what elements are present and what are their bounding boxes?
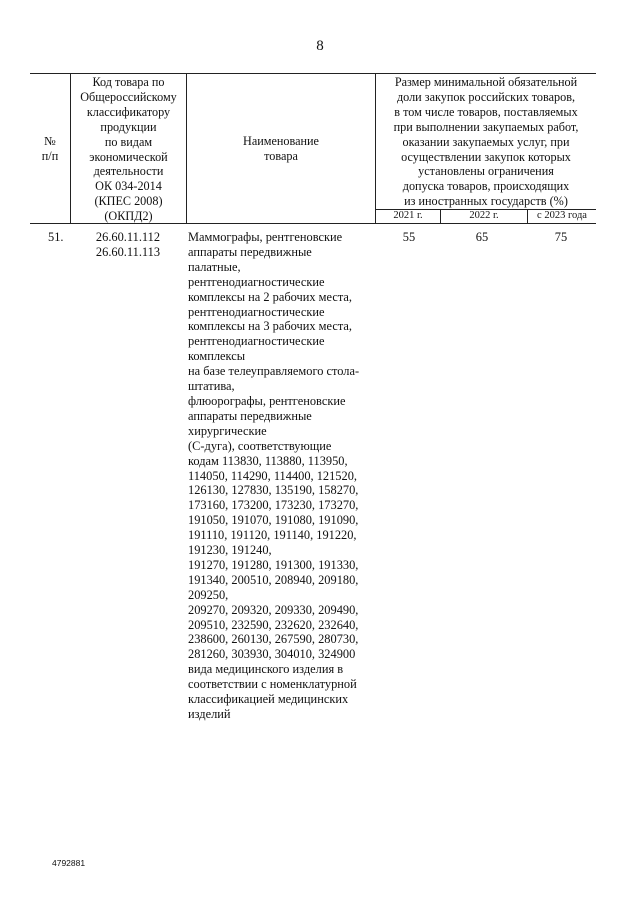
header-share-line: при выполнении закупаемых работ, [393, 119, 579, 134]
header-year-2021: 2021 г. [393, 210, 423, 221]
header-num-line: № [44, 134, 56, 148]
header-code-line: (КПЕС 2008) [94, 194, 163, 209]
row-name-line: 114050, 114290, 114400, 121520, [188, 468, 357, 483]
header-share-line: оказании закупаемых услуг, при [402, 134, 570, 149]
row-name-line: комплексы на 3 рабочих места, [188, 319, 352, 334]
header-name [187, 134, 375, 164]
row-name-line: 191340, 200510, 208940, 209180, [188, 572, 359, 587]
row-name-line: (С-дуга), соответствующие [188, 438, 332, 453]
row-name-line: аппараты передвижные [188, 408, 312, 423]
row-name-line: 209250, [188, 587, 229, 602]
header-share-line: установлены ограничения [418, 164, 554, 179]
header-share [376, 75, 596, 209]
header-code-line: ОК 034-2014 [95, 179, 162, 194]
header-code-line: Код товара по [92, 75, 165, 89]
header-num [30, 134, 70, 164]
row-value-2021: 55 [402, 230, 416, 244]
row-name-line: на базе телеуправляемого стола- [188, 364, 360, 379]
row-name-line: кодам 113830, 113880, 113950, [188, 453, 348, 468]
row-name-line: штатива, [188, 379, 235, 394]
row-name-line: аппараты передвижные [188, 244, 312, 259]
row-name-line: 191110, 191120, 191140, 191220, [188, 528, 357, 543]
row-name-line: 173160, 173200, 173230, 173270, [188, 498, 359, 513]
header-share-line: доли закупок российских товаров, [396, 89, 576, 104]
row-codes [76, 230, 180, 260]
row-name-line: хирургические [188, 423, 267, 438]
header-code-line: продукции [100, 119, 157, 134]
header-share-line: допуска товаров, происходящих [402, 179, 570, 194]
row-name-line: рентгенодиагностические [188, 334, 325, 349]
row-name-line: 191270, 191280, 191300, 191330, [188, 557, 359, 572]
header-top-rule [30, 73, 596, 74]
row-name-line: соответствии с номенклатурной [188, 677, 357, 692]
row-name-line: комплексы на 2 рабочих места, [188, 289, 352, 304]
row-code: 26.60.11.113 [95, 244, 161, 259]
header-share-line: Размер минимальной обязательной [394, 75, 578, 89]
header-share-line: из иностранных государств (%) [404, 194, 568, 209]
header-code-line: классификатору [86, 104, 171, 119]
row-name-line: 209270, 209320, 209330, 209490, [188, 602, 359, 617]
row-name [188, 230, 378, 722]
row-name-line: вида медицинского изделия в [188, 662, 344, 677]
header-num-line: п/п [41, 148, 59, 163]
page-number: 8 [316, 38, 324, 54]
document-id: 4792881 [52, 858, 86, 868]
row-number: 51. [48, 230, 64, 244]
header-share-line: в том числе товаров, поставляемых [394, 104, 578, 119]
row-name-line: 281260, 303930, 304010, 324900 [188, 647, 356, 662]
header-code-line: деятельности [93, 164, 164, 179]
row-code: 26.60.11.112 [95, 230, 161, 244]
header-code-line: экономической [89, 149, 168, 164]
header-name-line: товара [264, 148, 298, 163]
row-name-line: палатные, [188, 259, 241, 274]
row-name-line: комплексы [188, 349, 246, 364]
row-value-2022: 65 [475, 230, 489, 244]
header-name-line: Наименование [243, 134, 319, 148]
header-code [71, 75, 186, 224]
header-year-2022: 2022 г. [469, 210, 499, 221]
header-code-line: Общероссийскому [80, 89, 177, 104]
row-name-line: 238600, 260130, 267590, 280730, [188, 632, 359, 647]
header-year-2023: с 2023 года [537, 210, 587, 221]
row-name-line: 209510, 232590, 232620, 232640, [188, 617, 359, 632]
header-code-line: (ОКПД2) [104, 209, 153, 224]
header-code-line: по видам [104, 134, 153, 149]
row-name-line: рентгенодиагностические [188, 274, 325, 289]
header-share-line: осуществлении закупок которых [401, 149, 571, 164]
row-name-line: Маммографы, рентгеновские [188, 230, 343, 244]
row-name-line: рентгенодиагностические [188, 304, 325, 319]
row-value-2023: 75 [554, 230, 568, 244]
row-name-line: 191050, 191070, 191080, 191090, [188, 513, 359, 528]
row-name-line: 126130, 127830, 135190, 158270, [188, 483, 359, 498]
row-name-line: 191230, 191240, [188, 543, 272, 558]
row-name-line: изделий [188, 707, 231, 721]
row-name-line: флюорографы, рентгеновские [188, 393, 346, 408]
row-name-line: классификацией медицинских [188, 692, 349, 707]
